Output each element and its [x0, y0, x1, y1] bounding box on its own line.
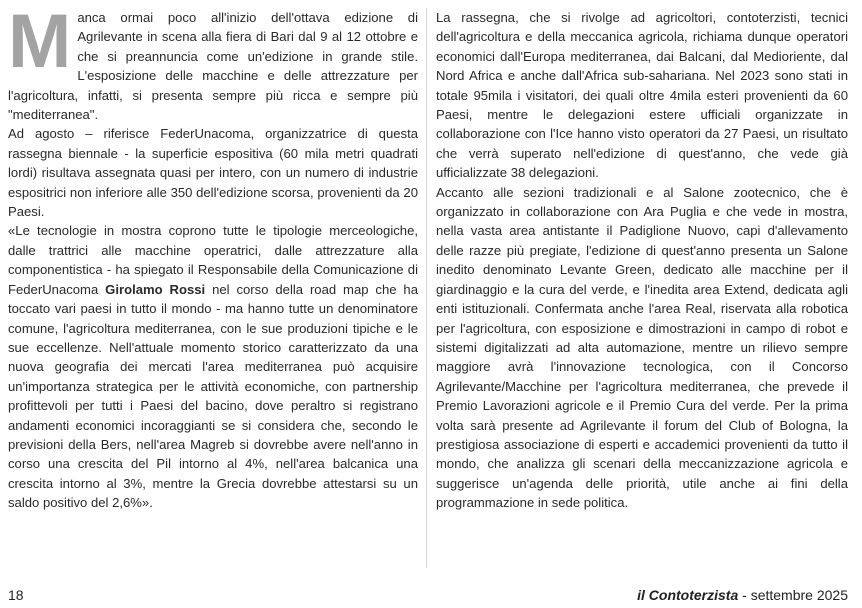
- magazine-name: il Contoterzista: [637, 587, 739, 603]
- paragraph-visitors: La rassegna, che si rivolge ad agricoltori, contoterzisti, tecnici dell'agricoltura e della meccanica agricola, richiama dunque operatori economici dall'Europa mediterranea, dai Balcani, dal Medioriente, dal Nord Africa e anche dall'Africa sub-sahariana. Nel 2023 sono stati in totale 95mila i visitatori, dei quali oltre 4mila esteri provenienti da 60 Paesi, mentre le delegazioni estere ufficiali organizzate in collaborazione con l'Ice hanno visto operatori da 27 Paesi, un risultato che verrà superato nell'edizione di quest'anno, che vede già ufficializzate 38 delegazioni.: [436, 10, 848, 181]
- footer-masthead: [637, 586, 848, 604]
- paragraph-exhibitors: Ad agosto – riferisce FederUnacoma, organizzatrice di questa rassegna biennale - la superficie espositiva (60 mila metri quadrati lordi) risultava assegnata quasi per intero, con un numero di industrie espositrici non inferiore alle 350 dell'edizione scorsa, provenienti da 20 Paesi.: [8, 126, 418, 220]
- paragraph-sections: Accanto alle sezioni tradizionali e al Salone zootecnico, che è organizzato in collaborazione con Ara Puglia e che vede in mostra, nella vasta area antistante il Padiglione Nuovo, capi d'allevamento delle razze più pregiate, l'edizione di quest'anno presenta un Salone inedito denominato Levante Green, dedicato alle macchine per il giardinaggio e la cura del verde, e l'inedita area Extend, dedicata agli enti istituzionali. Confermata anche l'area Real, riservata alla robotica per l'agricoltura, con esposizione e dimostrazioni in campo di robot e sistemi digitalizzati ad alta automazione, mentre un rilievo sempre maggiore avrà l'innovazione tecnologica, con il Concorso Agrilevante/Macchine per l'agricoltura mediterranea, che prevede il Premio Lavorazioni agricole e il Premio Cura del verde. Per la prima volta sarà presente ad Agrilevante il forum del Club of Bologna, la prestigiosa associazione di esperti e accademici provenienti da tutto il mondo, che analizza gli scenari della meccanizzazione agricola e suggerisce un'agenda delle priorità, utile anche ai fini della programmazione in sede politica.: [436, 184, 848, 511]
- paragraph-intro: Manca ormai poco all'inizio dell'ottava edizione di Agrilevante in scena alla fiera di Bari dal 9 al 12 ottobre e che si preannuncia come un'edizione in grande stile. L'esposizione delle macchine e delle attrezzature per l'agricoltura, infatti, si presenta sempre più ricca e sempre più "mediterranea".: [8, 0, 418, 123]
- drop-cap: M: [8, 0, 72, 84]
- page-number: 18: [8, 587, 24, 603]
- paragraph-quote: «Le tecnologie in mostra coprono tutte le tipologie merceologiche, dalle trattrici alle macchine operatrici, dalle attrezzature alla componentistica - ha spiegato il Responsabile della Comunicazione di FederUnacoma Girolamo Rossi nel corso della road map che ha toccato vari paesi in tutto il mondo - ma hanno tutte un denominatore comune, l'agricoltura mediterranea, con le sue produzioni tipiche e le sue eccellenze. Nell'attuale momento storico caratterizzato da una nuova geografia dei mercati l'area mediterranea può acquisire un'importanza strategica per le attività economiche, con partnership profittevoli per tutti i Paesi del bacino, dove peraltro si registrano andamenti economici incoraggianti se si considera che, secondo le previsioni della Bers, nell'area Magreb si dovrebbe avere nell'anno in corso una crescita del Pil intorno al 4%, nell'area balcanica una crescita intorno al 3%, mentre la Grecia dovrebbe attestarsi su un saldo positivo del 2,6%».: [8, 223, 419, 511]
- article-right-column: [436, 8, 848, 513]
- article-left-column: [8, 0, 419, 513]
- spokesperson-name: Girolamo Rossi: [105, 281, 206, 297]
- column-divider: [426, 8, 427, 568]
- issue-date: - settembre 2025: [738, 587, 848, 603]
